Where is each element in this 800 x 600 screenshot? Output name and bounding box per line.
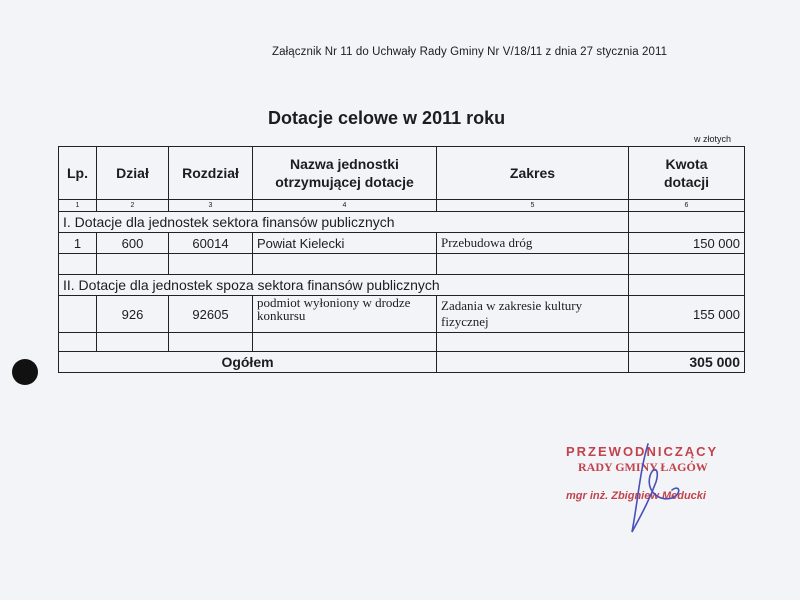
empty-cell [59,296,97,333]
row-nazwa: Powiat Kielecki [253,233,437,254]
total-value: 305 000 [629,352,745,373]
col-lp-header: Lp. [59,147,97,200]
blank-row [59,254,745,275]
blank-row [59,333,745,352]
col-nazwa-header-line2: otrzymującej dotacje [275,174,414,190]
currency-unit: w złotych [694,134,732,144]
empty-cell [59,333,97,352]
col-nazwa-header [253,147,437,200]
empty-cell [437,333,629,352]
section-title-nonpublic: II. Dotacje dla jednostek spoza sektora finansów publicznych [59,275,629,296]
table-row [59,233,745,254]
stamp-council: RADY GMINY ŁAGÓW [578,460,708,474]
empty-cell [629,333,745,352]
empty-cell [629,254,745,275]
table-row [59,296,745,333]
total-row [59,352,745,373]
row-dzial: 926 [97,296,169,333]
section-title-public: I. Dotacje dla jednostek sektora finansów publicznych [59,212,629,233]
row-rozdzial: 92605 [169,296,253,333]
empty-cell [253,254,437,275]
punch-hole [12,359,38,385]
row-kwota: 155 000 [629,296,745,333]
empty-cell [169,333,253,352]
section-row-nonpublic [59,275,745,296]
col-kwota-header-line1: Kwota [665,156,708,172]
section-row-public [59,212,745,233]
row-zakres: Przebudowa dróg [437,233,629,254]
empty-cell [629,275,745,296]
col-kwota-header [629,147,745,200]
col-zakres-header: Zakres [437,147,629,200]
column-number: 4 [253,200,437,212]
signature-mark [610,440,720,540]
total-label: Ogółem [59,352,437,373]
row-lp: 1 [59,233,97,254]
empty-cell [629,212,745,233]
column-number: 2 [97,200,169,212]
col-rozdzial-header: Rozdział [169,147,253,200]
empty-cell [97,254,169,275]
table-header-row [59,147,745,200]
row-dzial: 600 [97,233,169,254]
row-nazwa: podmiot wyłoniony w drodze konkursu [253,296,437,333]
col-kwota-header-line2: dotacji [663,174,710,190]
column-number-row [59,200,745,212]
document-title: Dotacje celowe w 2011 roku [268,108,506,128]
empty-cell [59,254,97,275]
empty-cell [437,352,629,373]
stamp-name: mgr inż. Zbigniew Meducki [566,490,706,502]
empty-cell [253,333,437,352]
annex-reference: Załącznik Nr 11 do Uchwały Rady Gminy Nr V/18/11 z dnia 27 stycznia 2011 [272,46,668,58]
empty-cell [169,254,253,275]
column-number: 1 [59,200,97,212]
row-rozdzial: 60014 [169,233,253,254]
column-number: 6 [629,200,745,212]
empty-cell [97,333,169,352]
column-number: 3 [169,200,253,212]
col-nazwa-header-line1: Nazwa jednostki [290,156,399,172]
row-kwota: 150 000 [629,233,745,254]
col-dzial-header: Dział [97,147,169,200]
stamp-title: PRZEWODNICZĄCY [566,444,719,459]
grants-table [58,146,745,373]
row-zakres: Zadania w zakresie kultury fizycznej [437,296,629,333]
empty-cell [437,254,629,275]
column-number: 5 [437,200,629,212]
